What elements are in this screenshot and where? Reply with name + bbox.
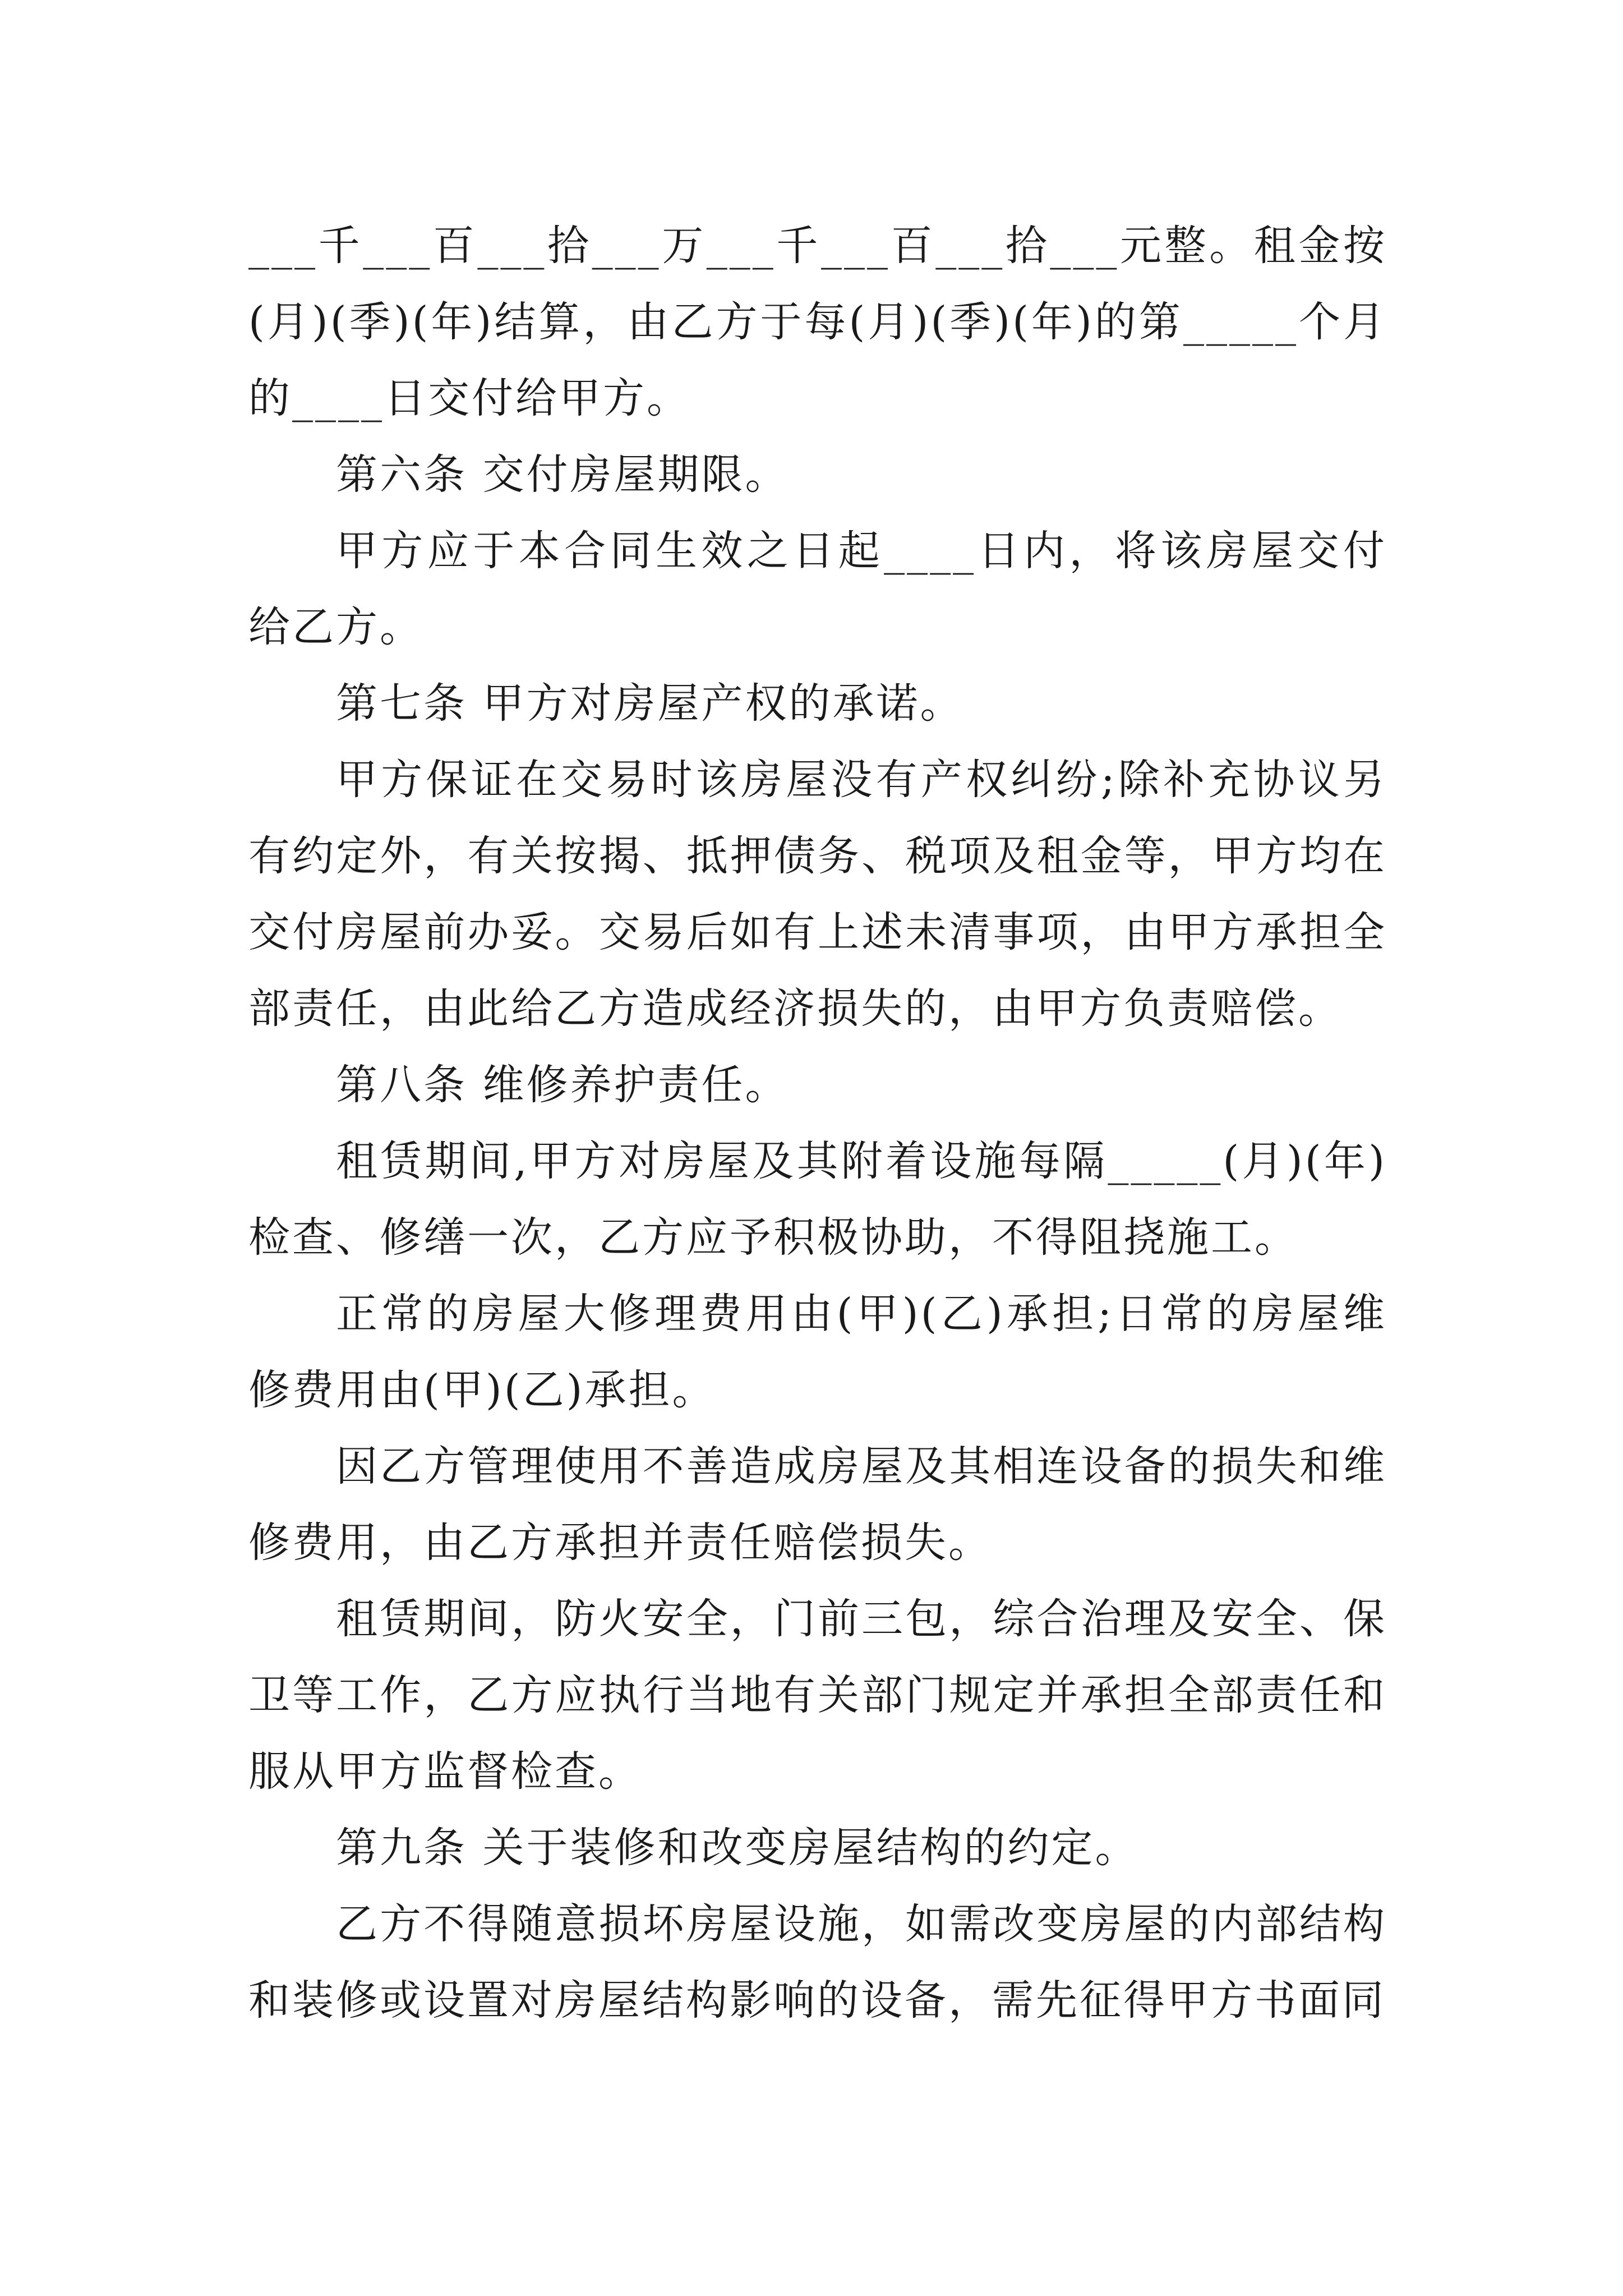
paragraph-ownership-promise: 甲方保证在交易时该房屋没有产权纠纷;除补充协议另有约定外，有关按揭、抵押债务、税项及租金等，甲方均在交付房屋前办妥。交易后如有上述未清事项，由甲方承担全部责任，由此给乙方造成经济损失的，由甲方负责赔偿。 bbox=[248, 756, 1387, 1033]
article-8-heading: 第八条 维修养护责任。 bbox=[336, 1061, 789, 1109]
paragraph-damage-liability: 因乙方管理使用不善造成房屋及其相连设备的损失和维修费用，由乙方承担并责任赔偿损失。 bbox=[248, 1442, 1387, 1567]
paragraph-repair-costs: 正常的房屋大修理费用由(甲)(乙)承担;日常的房屋维修费用由(甲)(乙)承担。 bbox=[248, 1290, 1387, 1414]
paragraph-safety-duties: 租赁期间，防火安全，门前三包，综合治理及安全、保卫等工作，乙方应执行当地有关部门规定并承担全部责任和服从甲方监督检查。 bbox=[248, 1595, 1387, 1796]
article-9-heading: 第九条 关于装修和改变房屋结构的约定。 bbox=[336, 1824, 1139, 1872]
article-6-heading: 第六条 交付房屋期限。 bbox=[336, 450, 789, 499]
paragraph-rent-amount: ___千___百___拾___万___千___百___拾___元整。租金按(月)(季)(年)结算，由乙方于每(月)(季)(年)的第_____个月的____日交付给甲方。 bbox=[248, 222, 1387, 422]
paragraph-inspection: 租赁期间,甲方对房屋及其附着设施每隔_____(月)(年)检查、修缮一次，乙方应予积极协助，不得阻挠施工。 bbox=[248, 1137, 1387, 1262]
document-body bbox=[248, 208, 1387, 2039]
article-7-heading: 第七条 甲方对房屋产权的承诺。 bbox=[336, 679, 964, 728]
paragraph-renovation: 乙方不得随意损坏房屋设施，如需改变房屋的内部结构和装修或设置对房屋结构影响的设备，需先征得甲方书面同 bbox=[248, 1900, 1387, 2024]
paragraph-delivery-term: 甲方应于本合同生效之日起____日内，将该房屋交付给乙方。 bbox=[248, 527, 1387, 651]
